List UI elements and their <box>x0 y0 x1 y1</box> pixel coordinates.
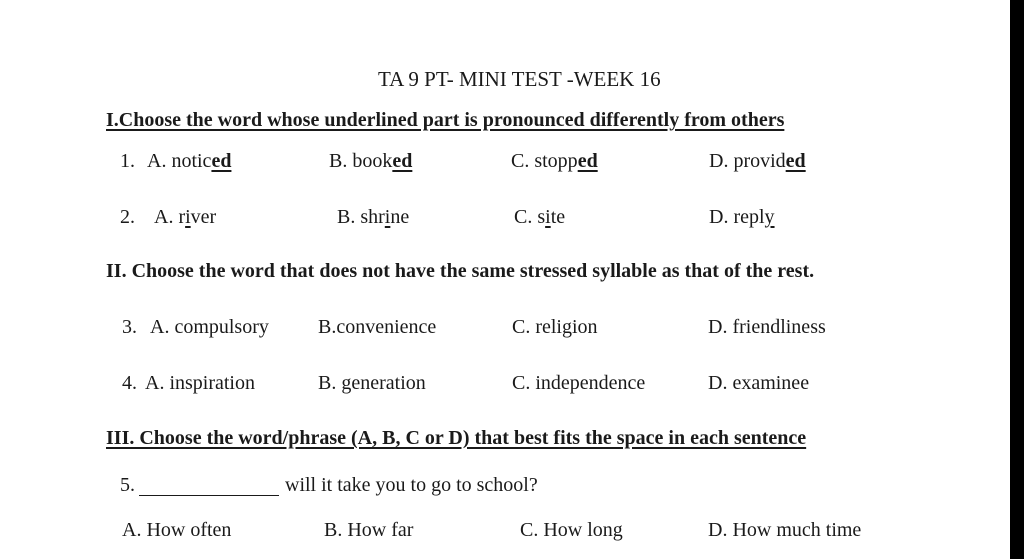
q5-number: 5. <box>120 474 135 496</box>
q2-number: 2. <box>120 206 135 228</box>
q4-option-d: D. examinee <box>708 372 810 394</box>
section-2-heading: II. Choose the word that does not have the same stressed syllable as that of the rest. <box>106 260 815 282</box>
q3-number: 3. <box>122 316 137 338</box>
q4-option-a: A. inspiration <box>145 372 255 394</box>
section-3-heading: III. Choose the word/phrase (A, B, C or D) that best fits the space in each sentence <box>106 427 807 449</box>
q5-option-a: A. How often <box>122 519 232 541</box>
section-1-heading: I.Choose the word whose underlined part is pronounced differently from others <box>106 109 785 131</box>
q1-option-a: A. noticed <box>147 150 232 172</box>
q4-option-b: B. generation <box>318 372 426 394</box>
q5-question-text: will it take you to go to school? <box>285 474 538 496</box>
page-title: TA 9 PT- MINI TEST -WEEK 16 <box>378 67 661 91</box>
q2-option-b: B. shrine <box>337 206 410 228</box>
q1-number: 1. <box>120 150 135 172</box>
q3-option-b: B.convenience <box>318 316 437 338</box>
q3-option-a: A. compulsory <box>150 316 269 338</box>
q2-option-d: D. reply <box>709 206 775 228</box>
q5-option-b: B. How far <box>324 519 414 541</box>
q3-option-d: D. friendliness <box>708 316 826 338</box>
q5-option-c: C. How long <box>520 519 623 541</box>
q1-option-d: D. provided <box>709 150 806 172</box>
q4-number: 4. <box>122 372 137 394</box>
q5-blank-line <box>139 477 279 500</box>
q3-option-c: C. religion <box>512 316 598 338</box>
q1-option-c: C. stopped <box>511 150 598 172</box>
q2-option-c: C. site <box>514 206 566 228</box>
q1-option-b: B. booked <box>329 150 413 172</box>
q2-option-a: A. river <box>154 206 217 228</box>
q4-option-c: C. independence <box>512 372 646 394</box>
q5-option-d: D. How much time <box>708 519 862 541</box>
